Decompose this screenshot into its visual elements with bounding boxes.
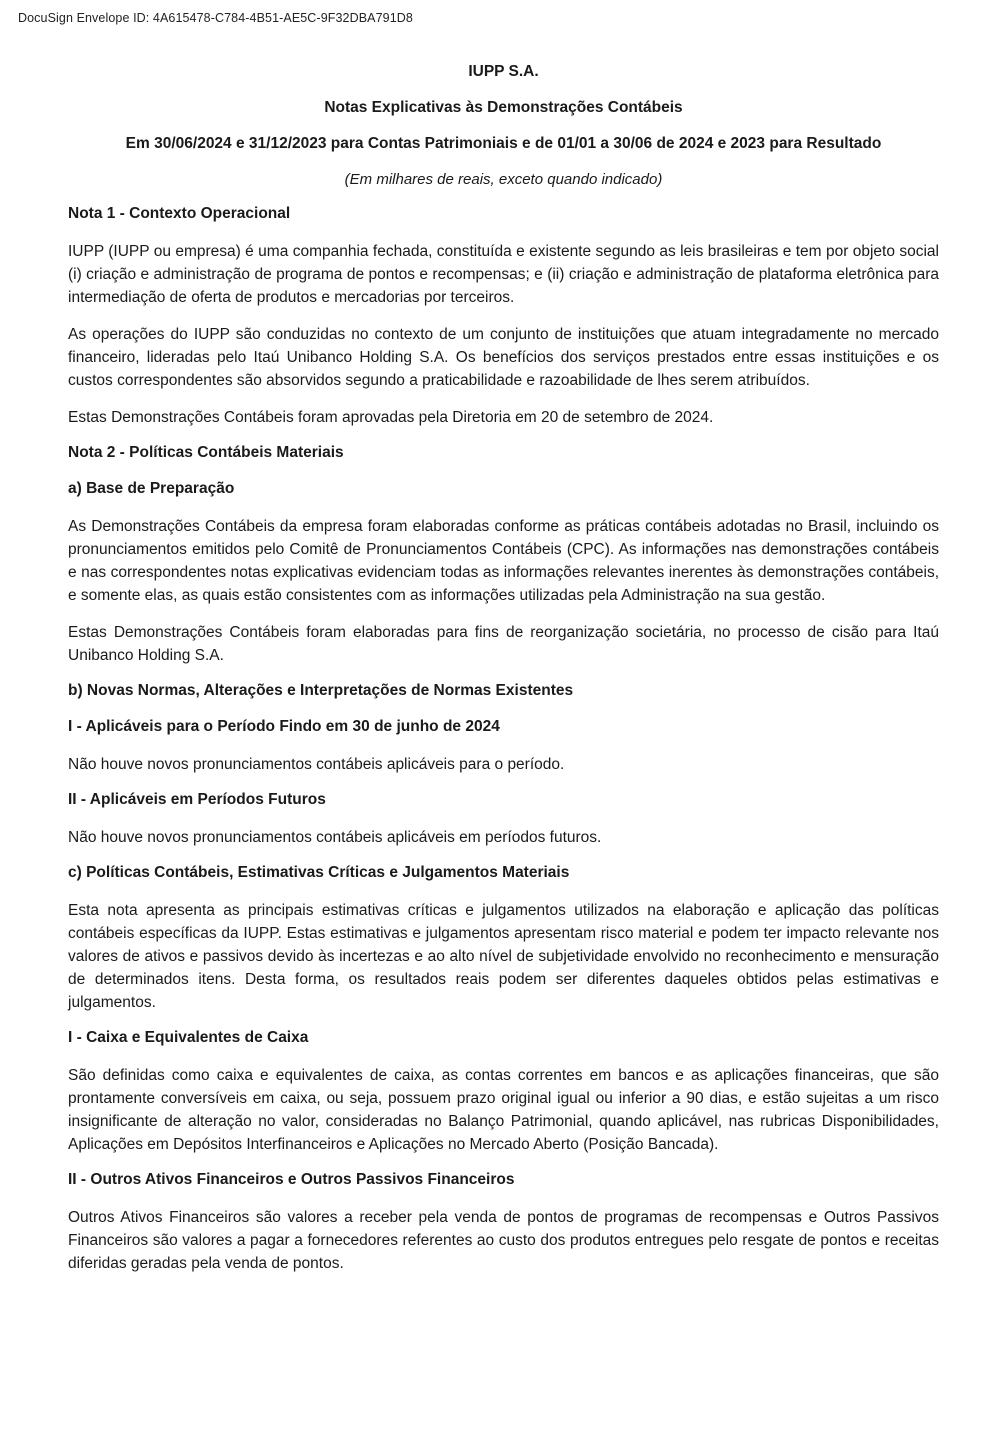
nota1-paragraph-3: Estas Demonstrações Contábeis foram aprovadas pela Diretoria em 20 de setembro de 2024.	[68, 409, 714, 426]
nota2-c-i-paragraph: São definidas como caixa e equivalentes de caixa, as contas correntes em bancos e as aplicações financeiras, que são prontamente conversíveis em caixa, ou seja, possuem prazo original igual ou inferior a 90 dias, e estão sujeitas a um risco insignificante de alteração no valor, consideradas no Balanço Patrimonial, quando aplicável, nas rubricas Disponibilidades, Aplicações em Depósitos Interfinanceiros e Aplicações no Mercado Aberto (Posição Bancada).	[68, 1067, 939, 1153]
nota2-b-ii-paragraph: Não houve novos pronunciamentos contábeis aplicáveis em períodos futuros.	[68, 829, 602, 846]
nota2-c-ii-paragraph: Outros Ativos Financeiros são valores a receber pela venda de pontos de programas de recompensas e Outros Passivos Financeiros são valores a pagar a fornecedores referentes ao custo dos produtos entregues pelo resgate de pontos e receitas diferidas geradas pela venda de pontos.	[68, 1209, 939, 1272]
nota2-a-paragraph-1: As Demonstrações Contábeis da empresa foram elaboradas conforme as práticas contábeis adotadas no Brasil, incluindo os pronunciamentos emitidos pelo Comitê de Pronunciamentos Contábeis (CPC). As informações nas demonstrações contábeis e nas correspondentes notas explicativas evidenciam todas as informações relevantes inerentes às demonstrações contábeis, e somente elas, as quais estão consistentes com as informações utilizadas pela Administração na sua gestão.	[68, 518, 939, 604]
nota2-c-i-heading: I - Caixa e Equivalentes de Caixa	[68, 1029, 309, 1046]
document-period: Em 30/06/2024 e 31/12/2023 para Contas Patrimoniais e de 01/01 a 30/06 de 2024 e 2023 para Resultado	[125, 135, 882, 152]
nota2-a-heading: a) Base de Preparação	[68, 480, 235, 497]
nota2-b-i-heading: I - Aplicáveis para o Período Findo em 30 de junho de 2024	[68, 718, 500, 735]
document-title: Notas Explicativas às Demonstrações Contábeis	[324, 99, 683, 116]
nota2-b-i-paragraph: Não houve novos pronunciamentos contábeis aplicáveis para o período.	[68, 756, 565, 773]
nota2-heading: Nota 2 - Políticas Contábeis Materiais	[68, 444, 344, 461]
document-body	[68, 62, 939, 1289]
company-name: IUPP S.A.	[468, 63, 539, 80]
nota2-c-paragraph: Esta nota apresenta as principais estimativas críticas e julgamentos utilizados na elaboração e aplicação das políticas contábeis específicas da IUPP. Estas estimativas e julgamentos apresentam risco material e podem ter impacto relevante nos valores de ativos e passivos devido às incertezas e ao alto nível de subjetividade envolvido no reconhecimento e mensuração de determinados itens. Desta forma, os resultados reais podem ser diferentes daqueles obtidos pelas estimativas e julgamentos.	[68, 902, 939, 1011]
nota1-paragraph-1: IUPP (IUPP ou empresa) é uma companhia fechada, constituída e existente segundo as leis brasileiras e tem por objeto social (i) criação e administração de programa de pontos e recompensas; e (ii) criação e administração de plataforma eletrônica para intermediação de oferta de produtos e mercadorias por terceiros.	[68, 243, 939, 306]
nota2-a-paragraph-2: Estas Demonstrações Contábeis foram elaboradas para fins de reorganização societária, no processo de cisão para Itaú Unibanco Holding S.A.	[68, 624, 939, 664]
nota2-c-ii-heading: II - Outros Ativos Financeiros e Outros Passivos Financeiros	[68, 1171, 515, 1188]
nota1-heading: Nota 1 - Contexto Operacional	[68, 205, 291, 222]
nota2-b-heading: b) Novas Normas, Alterações e Interpretações de Normas Existentes	[68, 682, 574, 699]
docusign-envelope-id: DocuSign Envelope ID: 4A615478-C784-4B51-AE5C-9F32DBA791D8	[18, 11, 413, 25]
nota2-c-heading: c) Políticas Contábeis, Estimativas Críticas e Julgamentos Materiais	[68, 864, 570, 881]
nota2-b-ii-heading: II - Aplicáveis em Períodos Futuros	[68, 791, 326, 808]
units-note: (Em milhares de reais, exceto quando indicado)	[344, 171, 663, 188]
nota1-paragraph-2: As operações do IUPP são conduzidas no contexto de um conjunto de instituições que atuam integradamente no mercado financeiro, lideradas pelo Itaú Unibanco Holding S.A. Os benefícios dos serviços prestados entre essas instituições e os custos correspondentes são absorvidos segundo a praticabilidade e razoabilidade de lhes serem atribuídos.	[68, 326, 939, 389]
